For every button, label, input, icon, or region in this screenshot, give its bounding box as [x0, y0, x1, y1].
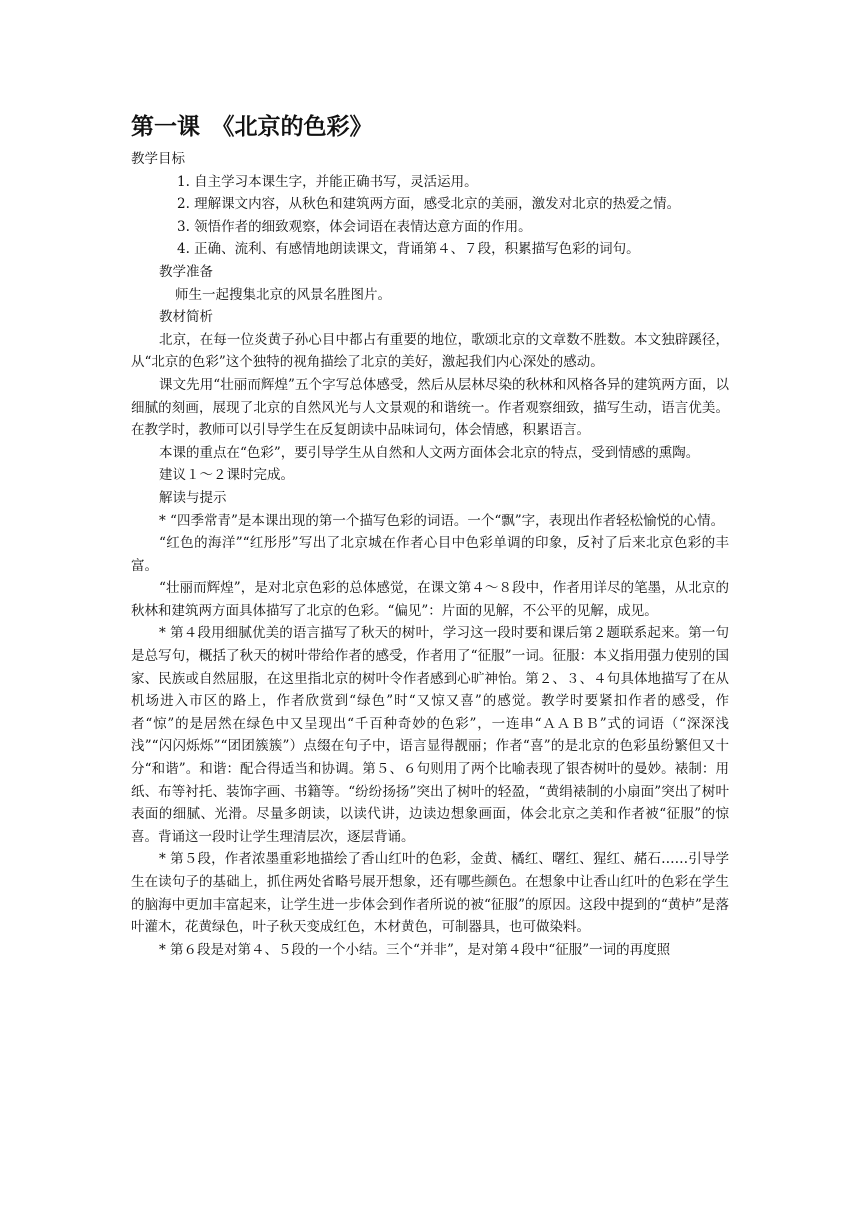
tips-paragraph: * 第６段是对第４、５段的一个小结。三个“并非”，是对第４段中“征服”一词的再度照: [159, 941, 671, 958]
section-heading-prep: 教学准备: [159, 263, 213, 280]
tips-paragraph: “红色的海洋”“红彤彤”写出了北京城在作者心目中色彩单调的印象，反衬了后来北京色彩的丰富。: [131, 535, 729, 574]
analysis-paragraph: 本课的重点在“色彩”，要引导学生从自然和人文两方面体会北京的特点，受到情感的熏陶。: [159, 444, 700, 461]
goal-item: 2. 理解课文内容，从秋色和建筑两方面，感受北京的美丽，激发对北京的热爱之情。: [177, 196, 681, 213]
section-heading-tips: 解读与提示: [159, 489, 227, 506]
prep-text: 师生一起搜集北京的风景名胜图片。: [175, 286, 391, 303]
analysis-paragraph: 北京，在每一位炎黄子孙心目中都占有重要的地位，歌颂北京的文章数不胜数。本文独辟蹊径，从“北京的色彩”这个独特的视角描绘了北京的美好，激起我们内心深处的感动。: [131, 331, 729, 371]
tips-paragraph: * 第４段用细腻优美的语言描写了秋天的树叶，学习这一段时要和课后第２题联系起来。第一句是总写句，概括了秋天的树叶带给作者的感受，作者用了“征服”一词。征服：本义指用强力使别的国家、民族或自然屈服，在这里指北京的树叶令作者感到心旷神怡。第２、３、４句具体地描写了在从机场进入市区的路上，作者欣赏到“绿色”时“又惊又喜”的感觉。教学时要紧扣作者的感受，作者“惊”的是居然在绿色中又呈现出“千百种奇妙的色彩”，一连串“ＡＡＢＢ”式的词语（“深深浅浅”“闪闪烁烁”“团团簇簇”）点缀在句子中，语言显得靓丽；作者“喜”的是北京的色彩虽纷繁但又十分“和谐”。和谐：配合得适当和协调。第５、６句则用了两个比喻表现了银杏树叶的曼妙。裱制：用纸、布等衬托、装饰字画、书籍等。“纷纷扬扬”突出了树叶的轻盈，“黄绢裱制的小扇面”突出了树叶表面的细腻、光滑。尽量多朗读，以读代讲，边读边想象画面，体会北京之美和作者被“征服”的惊喜。背诵这一段时让学生理清层次，逐层背诵。: [131, 625, 729, 845]
section-heading-goals: 教学目标: [131, 151, 185, 167]
goal-item: 1. 自主学习本课生字，并能正确书写，灵活运用。: [177, 173, 478, 190]
analysis-paragraph: 课文先用“壮丽而辉煌”五个字写总体感受，然后从层林尽染的秋林和风格各异的建筑两方面，以细腻的刻画，展现了北京的自然风光与人文景观的和谐统一。作者观察细致，描写生动，语言优美。在教学时，教师可以引导学生在反复朗读中品味词句，体会情感，积累语言。: [131, 376, 729, 439]
section-heading-analysis: 教材简析: [159, 309, 213, 326]
document-page: [131, 110, 729, 961]
tips-paragraph: * “四季常青”是本课出现的第一个描写色彩的词语。一个“飘”字，表现出作者轻松愉悦的心情。: [159, 512, 725, 529]
goal-item: 3. 领悟作者的细致观察，体会词语在表情达意方面的作用。: [177, 218, 532, 235]
tips-paragraph: * 第５段，作者浓墨重彩地描绘了香山红叶的色彩，金黄、橘红、曙红、猩红、赭石……引导学生在读句子的基础上，抓住两处省略号展开想象，还有哪些颜色。在想象中让香山红叶的色彩在学生的脑海中更加丰富起来，让学生进一步体会到作者所说的被“征服”的原因。这段中提到的“黄栌”是落叶灌木，花黄绿色，叶子秋天变成红色，木材黄色，可制器具，也可做染料。: [131, 851, 729, 936]
analysis-paragraph: 建议１～２课时完成。: [159, 467, 294, 484]
goal-item: 4. 正确、流利、有感情地朗读课文，背诵第４、７段，积累描写色彩的词句。: [177, 241, 640, 258]
page-title: 第一课 《北京的色彩》: [131, 114, 373, 140]
tips-paragraph: “壮丽而辉煌”，是对北京色彩的总体感觉，在课文第４～８段中，作者用详尽的笔墨，从北京的秋林和建筑两方面具体描写了北京的色彩。“偏见”：片面的见解，不公平的见解，成见。: [131, 580, 729, 619]
